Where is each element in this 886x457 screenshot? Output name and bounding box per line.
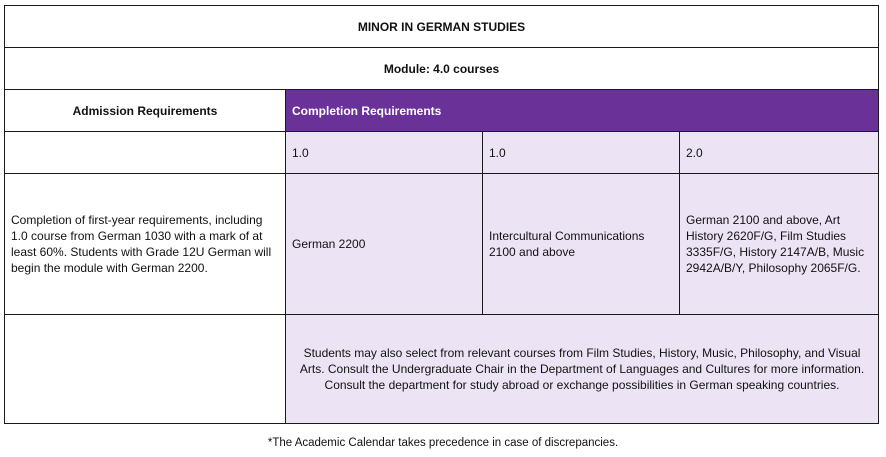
note-line: Consult the department for study abroad or exchange possibilities in German speaking countries. [324, 378, 840, 392]
note-line: Arts. Consult the Undergraduate Chair in the Department of Languages and Cultures for more information. [299, 362, 865, 376]
table-title: MINOR IN GERMAN STUDIES [5, 6, 879, 48]
blank-cell [5, 315, 286, 424]
admission-requirements-header: Admission Requirements [5, 90, 286, 132]
course-cell-3: German 2100 and above, Art History 2620F/G, Film Studies 3335F/G, History 2147A/B, Music 2942A/B/Y, Philosophy 2065F/G. [680, 174, 879, 315]
minor-requirements-table [4, 5, 879, 424]
course-cell-1: German 2200 [286, 174, 483, 315]
footnote: *The Academic Calendar takes precedence in case of discrepancies. [267, 437, 619, 449]
credit-cell-2: 1.0 [483, 132, 680, 174]
completion-requirements-header: Completion Requirements [286, 90, 879, 132]
additional-notes [286, 315, 879, 424]
blank-cell [5, 132, 286, 174]
note-line: Students may also select from relevant courses from Film Studies, History, Music, Philosophy, and Visual [303, 346, 861, 360]
module-credits: Module: 4.0 courses [5, 48, 879, 90]
credit-cell-3: 2.0 [680, 132, 879, 174]
course-cell-2: Intercultural Communications 2100 and above [483, 174, 680, 315]
admission-requirements-text: Completion of first-year requirements, including 1.0 course from German 1030 with a mark of at least 60%. Students with Grade 12U German will begin the module with German 2200. [5, 174, 286, 315]
credit-cell-1: 1.0 [286, 132, 483, 174]
